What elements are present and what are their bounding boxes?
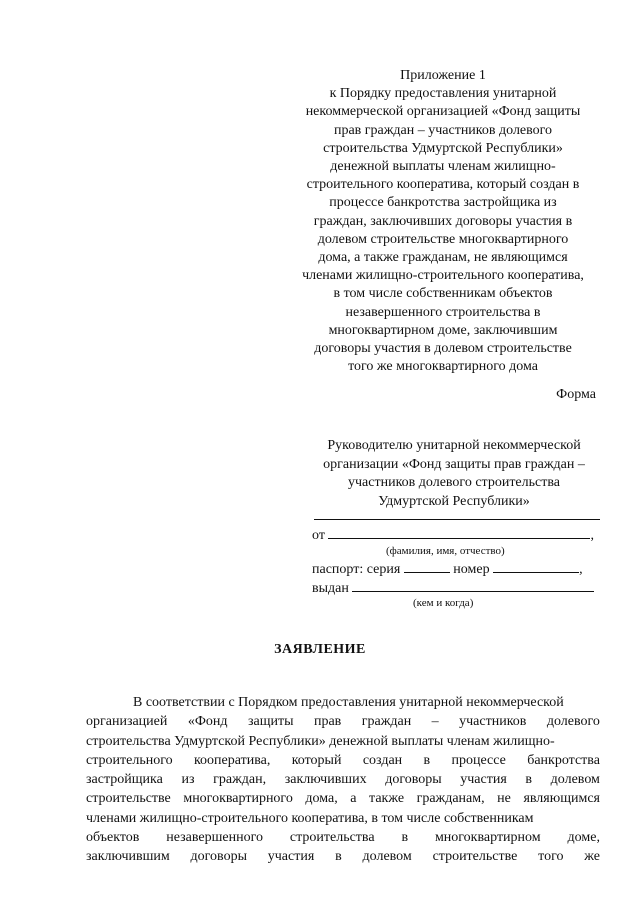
body-word: доме,	[567, 830, 600, 846]
body-word: строительстве	[432, 849, 518, 865]
body-line	[86, 693, 600, 712]
body-word: защиты	[247, 714, 294, 730]
body-word: а	[350, 791, 357, 807]
body-word: долевом	[362, 849, 412, 865]
body-word: из	[181, 772, 195, 788]
addressee-block	[308, 437, 600, 511]
body-word: граждан	[361, 714, 412, 730]
body-word: банкротства	[527, 752, 600, 768]
body-word: же	[584, 849, 600, 865]
appendix-line: Приложение 1	[400, 68, 486, 83]
addressee-line: участников долевого строительства	[348, 475, 560, 490]
body-word: прав	[313, 714, 342, 730]
appendix-line: некоммерческой организацией «Фонд защиты	[305, 104, 581, 120]
body-word: строительстве	[86, 791, 171, 807]
body-word: того	[538, 849, 564, 865]
appendix-line: незавершенного строительства в	[345, 304, 541, 320]
body-line	[86, 732, 600, 751]
appendix-line: договоры участия в долевом строительстве	[314, 341, 572, 357]
comma: ,	[579, 562, 583, 577]
appendix-line: строительства Удмуртской Республики»	[323, 140, 563, 156]
body-word: «Фонд	[187, 714, 228, 730]
addressee-line: Руководителю унитарной некоммерческой	[327, 438, 581, 453]
document-title: ЗАЯВЛЕНИЕ	[274, 642, 366, 657]
body-word: участия	[460, 772, 507, 788]
body-line	[86, 751, 600, 770]
name-hint: (фамилия, имя, отчество)	[386, 545, 505, 557]
issued-field[interactable]	[352, 579, 594, 592]
body-word: В соответствии с Порядком предоставления унитарной некоммерческой	[133, 695, 564, 710]
appendix-line: того же многоквартирного дома	[348, 359, 538, 375]
body-line	[86, 770, 600, 789]
appendix-header	[290, 67, 596, 376]
body-word: строительного	[86, 752, 173, 768]
body-word: кооператива,	[193, 752, 271, 768]
body-word: договоры	[385, 772, 442, 788]
body-word: заключивших	[284, 772, 367, 788]
body-word: дома,	[305, 791, 338, 807]
body-word: процессе	[451, 752, 506, 768]
body-word: договоры	[190, 849, 247, 865]
comma: ,	[590, 528, 594, 543]
appendix-line: строительного кооператива, который создан в	[306, 177, 580, 193]
body-word: строительства Удмуртской Республики» денежной выплаты членам жилищно-	[86, 733, 555, 749]
body-word: который	[291, 752, 342, 768]
appendix-line: многоквартирном доме, заключившим	[328, 322, 558, 338]
passport-series-field[interactable]	[404, 560, 450, 573]
statement-body	[86, 693, 600, 867]
appendix-line: в том числе собственникам объектов	[333, 286, 553, 302]
body-word: –	[431, 714, 439, 730]
body-word: заключившим	[86, 849, 170, 865]
body-line	[86, 828, 600, 847]
form-label: Форма	[556, 387, 596, 402]
passport-number-field[interactable]	[493, 560, 579, 573]
body-word: граждан,	[213, 772, 267, 788]
body-word: участия	[267, 849, 315, 865]
body-word: в	[423, 752, 431, 768]
appendix-line: прав граждан – участников долевого	[333, 122, 553, 138]
body-word: также	[369, 791, 405, 807]
passport-series-label: паспорт: серия	[312, 562, 401, 577]
addressee-line: Удмуртской Республики»	[378, 493, 530, 509]
body-word: многоквартирного	[183, 791, 293, 807]
issued-label: выдан	[312, 581, 349, 596]
applicant-name-field[interactable]	[328, 526, 590, 539]
body-word: объектов	[86, 830, 140, 846]
body-line	[86, 789, 600, 808]
body-line	[86, 847, 600, 866]
body-word: являющимся	[523, 791, 600, 807]
passport-number-label: номер	[453, 562, 490, 577]
issued-hint: (кем и когда)	[413, 597, 474, 609]
body-word: долевого	[546, 714, 600, 730]
issued-row	[312, 579, 594, 597]
body-word: долевом	[550, 772, 600, 788]
body-word: гражданам,	[416, 791, 485, 807]
body-word: организацией	[86, 714, 168, 730]
appendix-line: к Порядку предоставления унитарной	[329, 86, 557, 102]
passport-row	[312, 560, 583, 578]
body-word: в	[335, 849, 342, 865]
body-word: многоквартирном	[434, 830, 541, 846]
addressee-blank-line[interactable]	[314, 519, 600, 520]
body-line	[86, 712, 600, 731]
body-word: застройщика	[86, 772, 163, 788]
body-word: незавершенного	[166, 830, 264, 846]
appendix-line: долевом строительстве многоквартирного	[317, 231, 569, 247]
body-word: членами жилищно-строительного кооператива, в том числе собственникам	[86, 810, 534, 826]
from-row	[312, 526, 594, 544]
appendix-line: дома, а также гражданам, не являющимся	[318, 250, 568, 266]
body-line	[86, 809, 600, 828]
appendix-line: процессе банкротства застройщика из	[329, 195, 557, 211]
body-word: строительства	[289, 830, 375, 846]
body-word: создан	[362, 752, 403, 768]
body-word: участников	[459, 714, 527, 730]
appendix-line: членами жилищно-строительного кооператива,	[302, 268, 584, 284]
appendix-line: денежной выплаты членам жилищно-	[330, 159, 556, 175]
body-word: в	[401, 830, 409, 846]
addressee-line: организации «Фонд защиты прав граждан –	[323, 456, 585, 472]
appendix-line: граждан, заключивших договоры участия в	[313, 213, 573, 229]
from-label: от	[312, 528, 325, 543]
body-word: в	[525, 772, 533, 788]
body-word: не	[497, 791, 511, 807]
